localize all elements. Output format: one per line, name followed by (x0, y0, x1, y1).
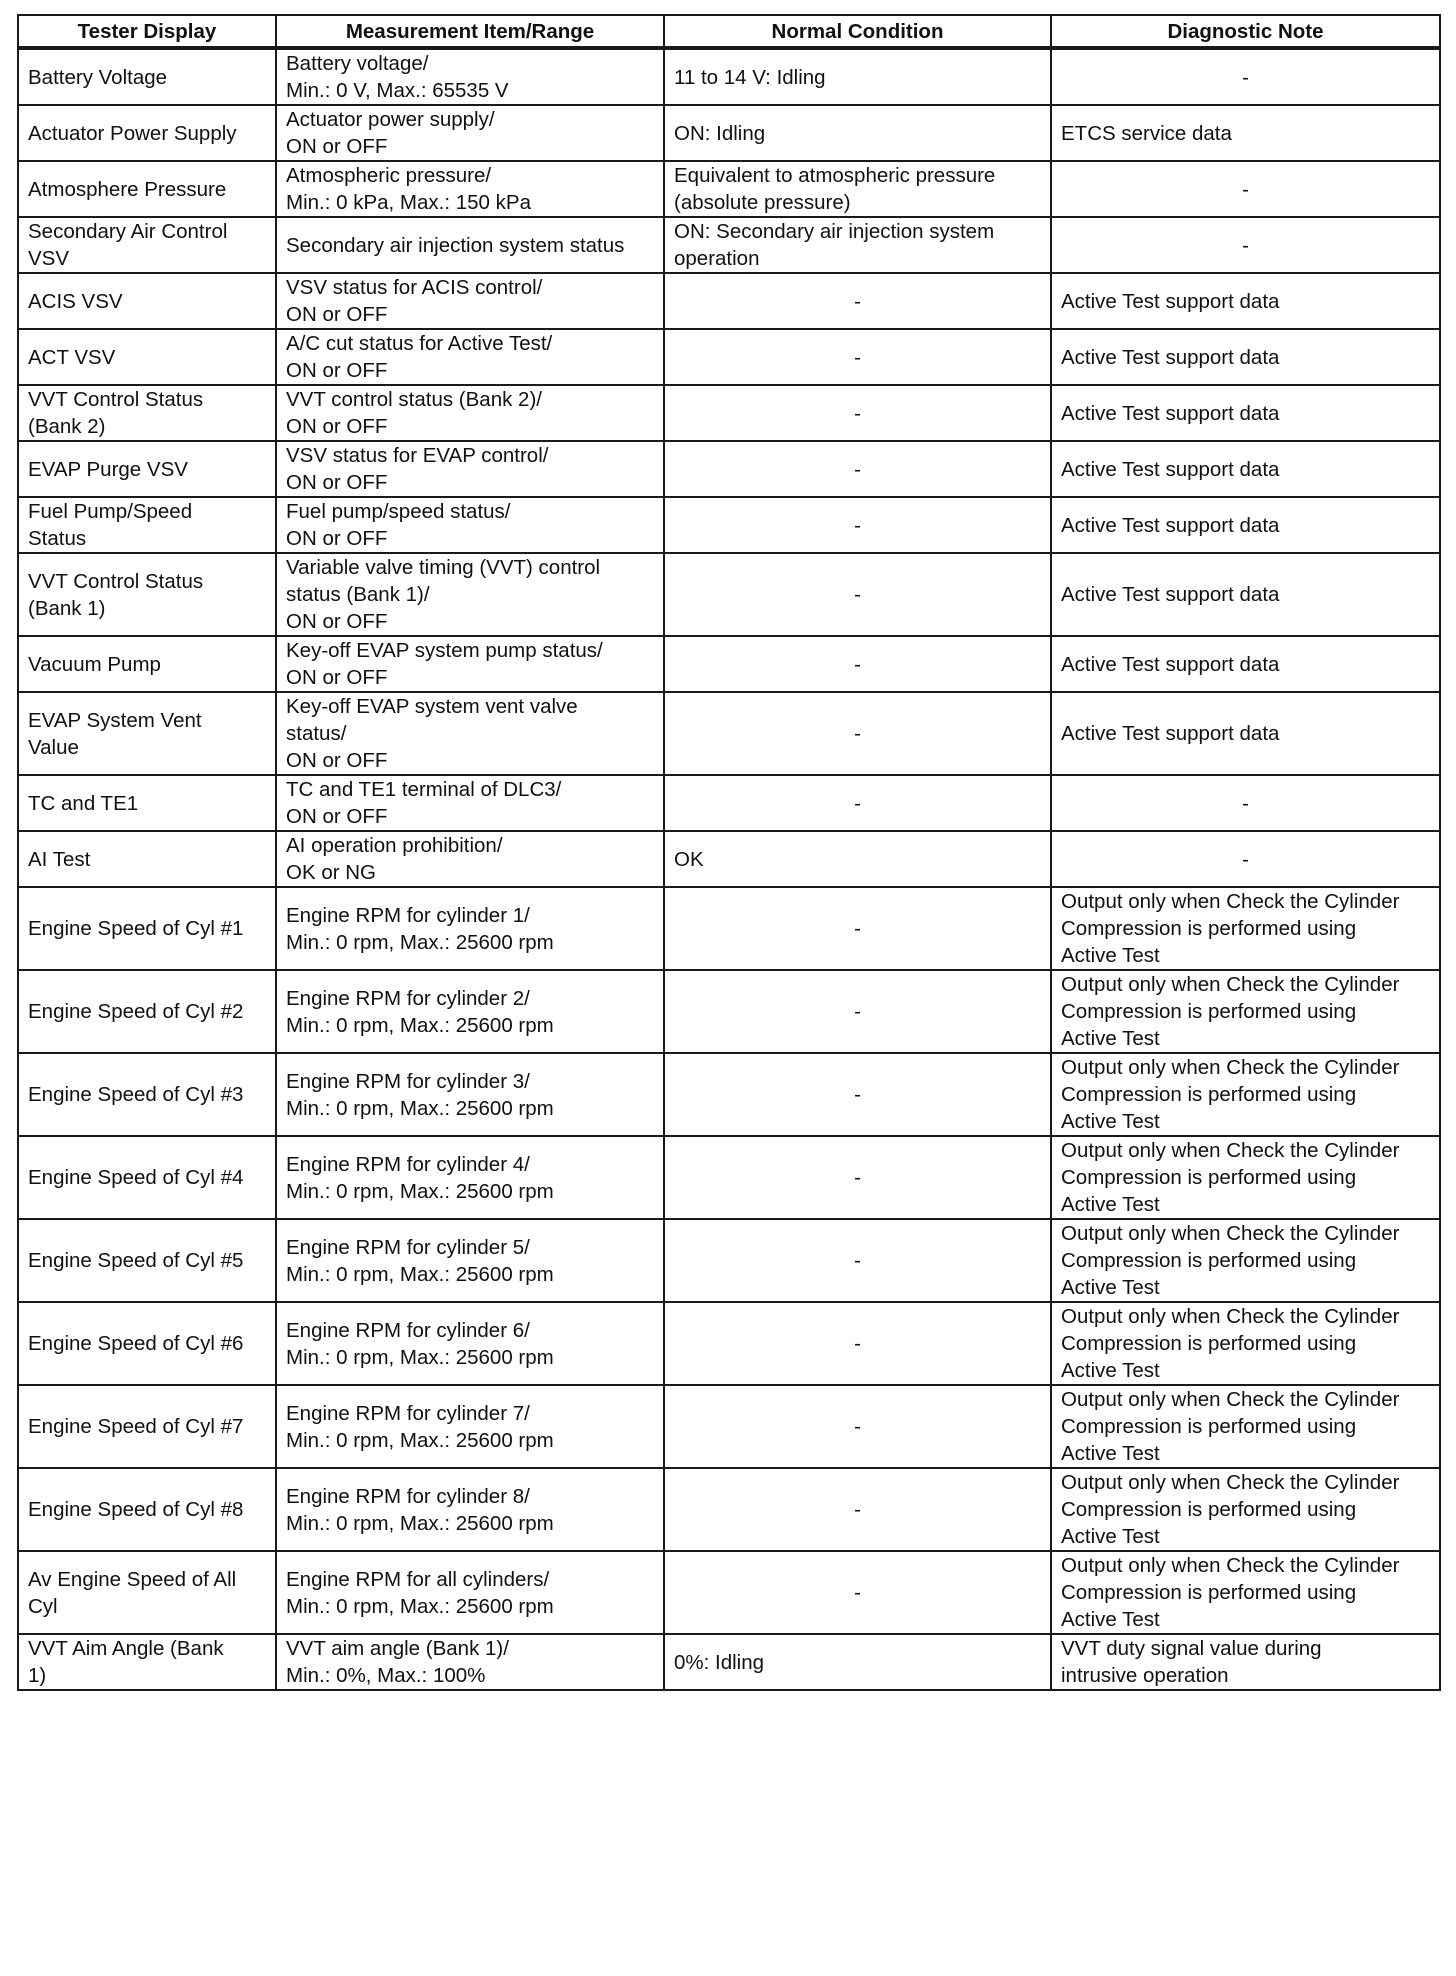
cell-text-line: A/C cut status for Active Test/ (286, 332, 553, 355)
cell-measurement-item (276, 441, 664, 497)
cell-text-line: Engine Speed of Cyl #7 (28, 1415, 244, 1438)
cell-tester-display (18, 831, 276, 887)
cell-text-line: VVT Control Status (28, 388, 204, 411)
table-row (18, 217, 1440, 273)
cell-text-line: Compression is performed using (1061, 917, 1357, 940)
cell-text-line: - (854, 1498, 861, 1521)
cell-text-line: Output only when Check the Cylinder (1061, 973, 1400, 996)
cell-tester-display (18, 1136, 276, 1219)
cell-tester-display (18, 1219, 276, 1302)
cell-text-line: Active Test (1061, 1027, 1160, 1050)
cell-measurement-item (276, 1468, 664, 1551)
cell-text-line: - (854, 345, 861, 369)
cell-text-line: Active Test (1061, 1359, 1160, 1382)
cell-text-line: ON: Secondary air injection system (674, 220, 995, 243)
cell-text-line: Vacuum Pump (28, 652, 161, 676)
cell-text-line: ON or OFF (286, 303, 388, 326)
cell-text-line: Output only when Check the Cylinder (1061, 1139, 1400, 1162)
table-row (18, 1219, 1440, 1302)
cell-diagnostic-note (1051, 1385, 1440, 1468)
cell-measurement-item (276, 1302, 664, 1385)
cell-text-line: - (854, 289, 861, 313)
cell-text-line: Compression is performed using (1061, 1166, 1357, 1189)
cell-text-line: Engine RPM for cylinder 5/ (286, 1235, 530, 1259)
cell-text-line: Active Test (1061, 1608, 1160, 1631)
table-row (18, 441, 1440, 497)
cell-text-line: Active Test (1061, 1110, 1160, 1133)
cell-text-line: Min.: 0 rpm, Max.: 25600 rpm (286, 1096, 554, 1120)
cell-normal-condition (664, 385, 1051, 441)
cell-measurement-item (276, 831, 664, 887)
cell-measurement-item (276, 775, 664, 831)
cell-diagnostic-note (1051, 692, 1440, 775)
cell-text-line: - (854, 1249, 861, 1272)
cell-normal-condition (664, 1053, 1051, 1136)
cell-normal-condition (664, 553, 1051, 636)
cell-text-line: Active Test (1061, 944, 1160, 967)
cell-text-line: Engine Speed of Cyl #4 (28, 1166, 244, 1189)
cell-text-line: VSV status for EVAP control/ (286, 444, 549, 467)
data-list-table (17, 14, 1441, 1691)
cell-text-line: TC and TE1 terminal of DLC3/ (286, 778, 562, 801)
cell-normal-condition (664, 1468, 1051, 1551)
cell-text-line: Min.: 0 rpm, Max.: 25600 rpm (286, 1179, 554, 1203)
cell-text-line: 0%: Idling (674, 1650, 765, 1674)
cell-measurement-item (276, 1136, 664, 1219)
cell-text-line: Engine RPM for cylinder 6/ (286, 1318, 530, 1342)
column-header-tester-display: Tester Display (18, 15, 276, 48)
cell-text-line: Engine Speed of Cyl #3 (28, 1083, 244, 1106)
cell-text-line: Engine Speed of Cyl #8 (28, 1498, 244, 1521)
cell-text-line: status (Bank 1)/ (286, 583, 430, 606)
table-row (18, 1136, 1440, 1219)
cell-text-line: Active Test (1061, 1193, 1160, 1216)
cell-text-line: Min.: 0 V, Max.: 65535 V (286, 79, 509, 102)
cell-text-line: VVT Control Status (28, 569, 204, 593)
cell-text-line: intrusive operation (1061, 1664, 1229, 1687)
cell-text-line: Output only when Check the Cylinder (1061, 1388, 1400, 1411)
cell-tester-display (18, 217, 276, 273)
column-header-normal-condition: Normal Condition (664, 15, 1051, 48)
cell-text-line: Engine RPM for cylinder 3/ (286, 1069, 530, 1093)
cell-text-line: ON or OFF (286, 749, 388, 772)
cell-text-line: ON or OFF (286, 135, 388, 158)
cell-text-line: OK or NG (286, 861, 376, 884)
cell-normal-condition (664, 329, 1051, 385)
cell-text-line: Key-off EVAP system vent valve (286, 695, 578, 718)
cell-measurement-item (276, 1634, 664, 1690)
cell-tester-display (18, 105, 276, 161)
table-row (18, 1634, 1440, 1690)
cell-text-line: VVT control status (Bank 2)/ (286, 388, 542, 411)
cell-text-line: Value (28, 735, 79, 759)
cell-text-line: - (854, 791, 861, 815)
cell-normal-condition (664, 48, 1051, 105)
cell-text-line: - (854, 1166, 861, 1189)
cell-text-line: Min.: 0 rpm, Max.: 25600 rpm (286, 1013, 554, 1037)
cell-measurement-item (276, 1551, 664, 1634)
cell-text-line: - (1242, 65, 1249, 89)
cell-diagnostic-note (1051, 1468, 1440, 1551)
table-row (18, 692, 1440, 775)
cell-text-line: Engine Speed of Cyl #2 (28, 1000, 244, 1023)
cell-tester-display (18, 385, 276, 441)
cell-normal-condition (664, 1219, 1051, 1302)
cell-text-line: Av Engine Speed of All (28, 1567, 237, 1591)
cell-tester-display (18, 1468, 276, 1551)
cell-tester-display (18, 441, 276, 497)
table-row (18, 970, 1440, 1053)
cell-text-line: Engine RPM for cylinder 1/ (286, 903, 530, 927)
cell-measurement-item (276, 887, 664, 970)
table-row (18, 385, 1440, 441)
cell-tester-display (18, 329, 276, 385)
cell-text-line: Min.: 0 rpm, Max.: 25600 rpm (286, 930, 554, 954)
table-row (18, 831, 1440, 887)
cell-text-line: VVT duty signal value during (1061, 1637, 1322, 1660)
cell-text-line: Engine RPM for cylinder 4/ (286, 1152, 530, 1176)
cell-text-line: Actuator Power Supply (28, 121, 237, 145)
cell-text-line: Min.: 0 rpm, Max.: 25600 rpm (286, 1345, 554, 1369)
cell-text-line: - (1242, 177, 1249, 201)
cell-diagnostic-note (1051, 1136, 1440, 1219)
cell-text-line: ACIS VSV (28, 289, 123, 313)
cell-text-line: Engine RPM for all cylinders/ (286, 1567, 550, 1591)
cell-text-line: Active Test support data (1061, 457, 1280, 481)
cell-text-line: EVAP System Vent (28, 708, 202, 732)
cell-tester-display (18, 48, 276, 105)
table-row (18, 1053, 1440, 1136)
cell-diagnostic-note (1051, 497, 1440, 553)
cell-text-line: - (1242, 791, 1249, 815)
cell-text-line: Atmosphere Pressure (28, 177, 227, 201)
table-header (18, 15, 1440, 48)
cell-text-line: - (854, 513, 861, 537)
cell-measurement-item (276, 105, 664, 161)
cell-text-line: Active Test (1061, 1442, 1160, 1465)
cell-text-line: Engine Speed of Cyl #5 (28, 1249, 244, 1272)
cell-text-line: Min.: 0 rpm, Max.: 25600 rpm (286, 1511, 554, 1535)
cell-text-line: Actuator power supply/ (286, 108, 495, 131)
cell-text-line: Active Test support data (1061, 289, 1280, 313)
cell-diagnostic-note (1051, 385, 1440, 441)
cell-diagnostic-note (1051, 1053, 1440, 1136)
table-body (18, 48, 1440, 1690)
cell-normal-condition (664, 887, 1051, 970)
cell-normal-condition (664, 1634, 1051, 1690)
cell-normal-condition (664, 1385, 1051, 1468)
cell-text-line: AI operation prohibition/ (286, 834, 503, 857)
table-row (18, 497, 1440, 553)
cell-text-line: Output only when Check the Cylinder (1061, 1554, 1400, 1577)
cell-normal-condition (664, 217, 1051, 273)
cell-text-line: Min.: 0 rpm, Max.: 25600 rpm (286, 1594, 554, 1618)
table-row (18, 775, 1440, 831)
cell-text-line: Compression is performed using (1061, 1581, 1357, 1604)
cell-tester-display (18, 273, 276, 329)
cell-text-line: ON or OFF (286, 610, 388, 633)
cell-text-line: EVAP Purge VSV (28, 457, 188, 481)
cell-normal-condition (664, 636, 1051, 692)
cell-diagnostic-note (1051, 217, 1440, 273)
cell-text-line: (absolute pressure) (674, 191, 851, 214)
cell-diagnostic-note (1051, 1302, 1440, 1385)
cell-tester-display (18, 692, 276, 775)
table-row (18, 1468, 1440, 1551)
cell-text-line: Output only when Check the Cylinder (1061, 1056, 1400, 1079)
cell-tester-display (18, 553, 276, 636)
table-row (18, 48, 1440, 105)
cell-diagnostic-note (1051, 273, 1440, 329)
cell-normal-condition (664, 692, 1051, 775)
cell-normal-condition (664, 161, 1051, 217)
cell-normal-condition (664, 775, 1051, 831)
cell-text-line: OK (674, 847, 704, 871)
cell-text-line: (Bank 1) (28, 596, 106, 620)
table-row (18, 553, 1440, 636)
cell-normal-condition (664, 497, 1051, 553)
cell-diagnostic-note (1051, 887, 1440, 970)
cell-text-line: Engine RPM for cylinder 8/ (286, 1484, 530, 1508)
cell-text-line: - (854, 1581, 861, 1604)
table-row (18, 273, 1440, 329)
cell-text-line: status/ (286, 722, 347, 745)
cell-measurement-item (276, 553, 664, 636)
cell-text-line: Fuel pump/speed status/ (286, 500, 511, 523)
cell-text-line: Min.: 0 rpm, Max.: 25600 rpm (286, 1428, 554, 1452)
cell-text-line: ON or OFF (286, 666, 388, 689)
cell-normal-condition (664, 831, 1051, 887)
cell-measurement-item (276, 692, 664, 775)
cell-normal-condition (664, 273, 1051, 329)
cell-measurement-item (276, 48, 664, 105)
cell-text-line: ON or OFF (286, 805, 388, 828)
cell-measurement-item (276, 970, 664, 1053)
cell-text-line: Compression is performed using (1061, 1249, 1357, 1272)
cell-normal-condition (664, 105, 1051, 161)
cell-text-line: ON: Idling (674, 121, 766, 145)
cell-text-line: Min.: 0 kPa, Max.: 150 kPa (286, 191, 531, 214)
cell-tester-display (18, 970, 276, 1053)
cell-text-line: Compression is performed using (1061, 1415, 1357, 1438)
cell-text-line: Engine RPM for cylinder 2/ (286, 986, 530, 1010)
cell-text-line: - (854, 917, 861, 940)
cell-text-line: Active Test support data (1061, 583, 1280, 606)
cell-normal-condition (664, 1302, 1051, 1385)
cell-text-line: (Bank 2) (28, 415, 106, 438)
cell-text-line: Output only when Check the Cylinder (1061, 1222, 1400, 1245)
cell-tester-display (18, 161, 276, 217)
cell-tester-display (18, 1302, 276, 1385)
cell-measurement-item (276, 636, 664, 692)
cell-normal-condition (664, 1551, 1051, 1634)
cell-diagnostic-note (1051, 1219, 1440, 1302)
cell-text-line: Engine Speed of Cyl #6 (28, 1332, 244, 1355)
cell-diagnostic-note (1051, 48, 1440, 105)
cell-measurement-item (276, 497, 664, 553)
cell-text-line: Cyl (28, 1594, 58, 1618)
table-row (18, 1302, 1440, 1385)
cell-text-line: Compression is performed using (1061, 1332, 1357, 1355)
cell-text-line: ETCS service data (1061, 121, 1232, 145)
cell-text-line: Variable valve timing (VVT) control (286, 556, 601, 579)
cell-diagnostic-note (1051, 553, 1440, 636)
cell-text-line: ON or OFF (286, 527, 388, 550)
cell-text-line: Output only when Check the Cylinder (1061, 1305, 1400, 1328)
cell-normal-condition (664, 1136, 1051, 1219)
cell-normal-condition (664, 441, 1051, 497)
table-row (18, 1551, 1440, 1634)
cell-diagnostic-note (1051, 161, 1440, 217)
cell-tester-display (18, 1634, 276, 1690)
header-row (18, 15, 1440, 48)
cell-text-line: Compression is performed using (1061, 1000, 1357, 1023)
cell-text-line: - (854, 652, 861, 676)
cell-text-line: Active Test support data (1061, 401, 1280, 425)
cell-text-line: Output only when Check the Cylinder (1061, 1471, 1400, 1494)
cell-text-line: Compression is performed using (1061, 1498, 1357, 1521)
table-row (18, 1385, 1440, 1468)
column-header-measurement-item: Measurement Item/Range (276, 15, 664, 48)
cell-tester-display (18, 1551, 276, 1634)
cell-text-line: VVT aim angle (Bank 1)/ (286, 1637, 509, 1660)
cell-diagnostic-note (1051, 636, 1440, 692)
cell-text-line: Status (28, 527, 87, 550)
cell-text-line: VSV status for ACIS control/ (286, 276, 543, 299)
cell-text-line: - (1242, 233, 1249, 257)
cell-text-line: operation (674, 247, 760, 270)
table-row (18, 636, 1440, 692)
cell-text-line: - (854, 722, 861, 745)
column-header-diagnostic-note: Diagnostic Note (1051, 15, 1440, 48)
cell-text-line: Battery Voltage (28, 65, 168, 89)
cell-text-line: VVT Aim Angle (Bank (28, 1637, 224, 1660)
cell-normal-condition (664, 970, 1051, 1053)
cell-text-line: - (1242, 847, 1249, 871)
cell-tester-display (18, 636, 276, 692)
cell-measurement-item (276, 1385, 664, 1468)
cell-text-line: Output only when Check the Cylinder (1061, 890, 1400, 913)
cell-text-line: ON or OFF (286, 471, 388, 494)
cell-tester-display (18, 1053, 276, 1136)
cell-text-line: - (854, 401, 861, 425)
cell-measurement-item (276, 161, 664, 217)
data-list-sheet (17, 14, 1439, 1691)
cell-text-line: Active Test support data (1061, 722, 1280, 745)
cell-text-line: Active Test (1061, 1276, 1160, 1299)
cell-tester-display (18, 1385, 276, 1468)
table-row (18, 105, 1440, 161)
cell-measurement-item (276, 385, 664, 441)
cell-text-line: Battery voltage/ (286, 52, 429, 75)
cell-text-line: - (854, 1083, 861, 1106)
cell-diagnostic-note (1051, 970, 1440, 1053)
cell-measurement-item (276, 329, 664, 385)
cell-text-line: Min.: 0 rpm, Max.: 25600 rpm (286, 1262, 554, 1286)
cell-measurement-item (276, 1053, 664, 1136)
cell-text-line: Compression is performed using (1061, 1083, 1357, 1106)
cell-text-line: 11 to 14 V: Idling (674, 65, 826, 89)
cell-tester-display (18, 775, 276, 831)
cell-diagnostic-note (1051, 831, 1440, 887)
cell-diagnostic-note (1051, 441, 1440, 497)
cell-text-line: Min.: 0%, Max.: 100% (286, 1664, 486, 1687)
cell-measurement-item (276, 273, 664, 329)
cell-text-line: - (854, 1332, 861, 1355)
cell-text-line: ON or OFF (286, 415, 388, 438)
cell-text-line: - (854, 457, 861, 481)
cell-text-line: Engine Speed of Cyl #1 (28, 917, 244, 940)
cell-text-line: ACT VSV (28, 345, 116, 369)
cell-text-line: Fuel Pump/Speed (28, 500, 193, 523)
cell-diagnostic-note (1051, 1551, 1440, 1634)
cell-text-line: 1) (28, 1664, 47, 1687)
cell-text-line: Secondary air injection system status (286, 233, 625, 257)
table-row (18, 887, 1440, 970)
cell-text-line: Active Test support data (1061, 652, 1280, 676)
cell-diagnostic-note (1051, 775, 1440, 831)
cell-diagnostic-note (1051, 105, 1440, 161)
table-row (18, 329, 1440, 385)
cell-text-line: TC and TE1 (28, 791, 139, 815)
cell-text-line: - (854, 1415, 861, 1438)
cell-text-line: AI Test (28, 847, 91, 871)
cell-diagnostic-note (1051, 1634, 1440, 1690)
cell-measurement-item (276, 1219, 664, 1302)
cell-measurement-item (276, 217, 664, 273)
cell-text-line: - (854, 1000, 861, 1023)
cell-diagnostic-note (1051, 329, 1440, 385)
cell-text-line: ON or OFF (286, 359, 388, 382)
cell-text-line: Equivalent to atmospheric pressure (674, 164, 996, 187)
cell-text-line: Engine RPM for cylinder 7/ (286, 1401, 530, 1425)
cell-text-line: Secondary Air Control (28, 220, 228, 243)
cell-text-line: Key-off EVAP system pump status/ (286, 639, 603, 662)
cell-text-line: Active Test (1061, 1525, 1160, 1548)
cell-tester-display (18, 887, 276, 970)
cell-text-line: Active Test support data (1061, 345, 1280, 369)
cell-text-line: Active Test support data (1061, 513, 1280, 537)
cell-text-line: - (854, 583, 861, 606)
cell-text-line: Atmospheric pressure/ (286, 164, 492, 187)
cell-text-line: VSV (28, 247, 70, 270)
cell-tester-display (18, 497, 276, 553)
table-row (18, 161, 1440, 217)
